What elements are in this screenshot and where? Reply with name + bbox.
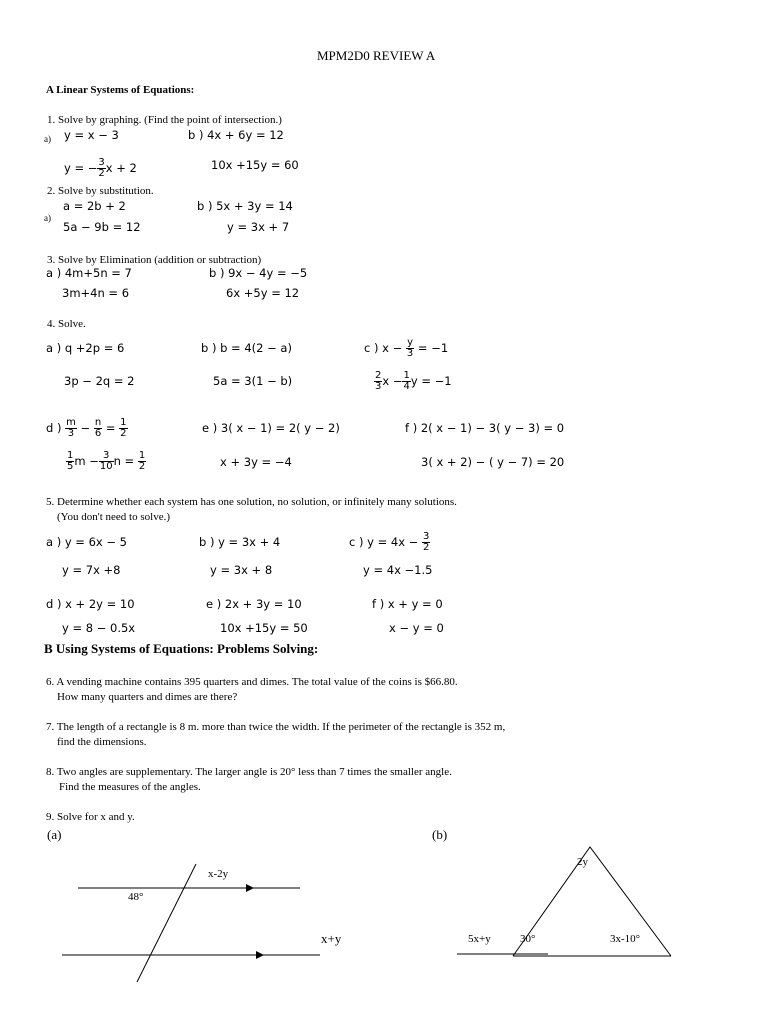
q4-prompt: 4. Solve. — [47, 318, 86, 330]
figure-b-diagram — [440, 835, 700, 975]
q4-a-eq1: a ) q +2p = 6 — [46, 341, 125, 355]
q7-line1: 7. The length of a rectangle is 8 m. more than twice the width. If the perimeter of the rectangle is 352 m, — [46, 721, 506, 733]
angle-label-2y: 2y — [577, 856, 588, 868]
q5-f-eq1: f ) x + y = 0 — [372, 597, 443, 611]
q2-b-eq1: b ) 5x + 3y = 14 — [197, 199, 293, 213]
q3-a-eq1: a ) 4m+5n = 7 — [46, 266, 132, 280]
q2-prompt: 2. Solve by substitution. — [47, 185, 154, 197]
q5-d-eq1: d ) x + 2y = 10 — [46, 597, 135, 611]
angle-label-30: 30° — [520, 933, 536, 945]
q5-e-eq2: 10x +15y = 50 — [220, 621, 308, 635]
q4-e-eq2: x + 3y = −4 — [220, 455, 292, 469]
q5-c-eq2: y = 4x −1.5 — [363, 563, 433, 577]
q1-a-eq2: y = − $\frac{3}{2}$ x + 2 — [64, 157, 137, 179]
q9-prompt: 9. Solve for x and y. — [46, 811, 135, 823]
arrow-top-icon — [246, 884, 254, 892]
angle-label-48: 48° — [128, 891, 144, 903]
q6-line1: 6. A vending machine contains 395 quarters and dimes. The total value of the coins is $66.80. — [46, 676, 458, 688]
q4-c-eq1: c ) x − $\frac{y}{3}$ = −1 — [364, 337, 449, 359]
q6-line2: How many quarters and dimes are there? — [57, 691, 238, 703]
q8-line2: Find the measures of the angles. — [59, 781, 201, 793]
q1-b-eq2: 10x +15y = 60 — [211, 158, 299, 172]
figure-b-label: (b) — [432, 827, 448, 842]
q5-e-eq1: e ) 2x + 3y = 10 — [206, 597, 302, 611]
q7-line2: find the dimensions. — [57, 736, 147, 748]
figure-a-diagram — [0, 850, 380, 990]
q4-d-eq2: $\frac{1}{5}$ m − $\frac{3}{10}$ n = $\frac{1}{2}$ — [67, 450, 146, 472]
q3-prompt: 3. Solve by Elimination (addition or subtraction) — [47, 254, 262, 266]
angle-label-5x-plus-y: 5x+y — [468, 933, 491, 945]
q5-d-eq2: y = 8 − 0.5x — [62, 621, 136, 635]
q4-b-eq2: 5a = 3(1 − b) — [213, 374, 293, 388]
q5-prompt-note: (You don't need to solve.) — [57, 511, 170, 523]
page-title: MPM2D0 REVIEW A — [317, 48, 436, 63]
q1-a-eq1: y = x − 3 — [64, 128, 119, 142]
q2-a-label: a) — [44, 213, 51, 223]
triangle — [513, 847, 671, 956]
q5-a-eq1: a ) y = 6x − 5 — [46, 535, 127, 549]
q1-b-eq1: b ) 4x + 6y = 12 — [188, 128, 284, 142]
q4-f-eq2: 3( x + 2) − ( y − 7) = 20 — [421, 455, 565, 469]
angle-label-3x-minus-10: 3x-10° — [610, 933, 641, 945]
q4-b-eq1: b ) b = 4(2 − a) — [201, 341, 292, 355]
q4-f-eq1: f ) 2( x − 1) − 3( y − 3) = 0 — [405, 421, 565, 435]
q3-a-eq2: 3m+4n = 6 — [62, 286, 130, 300]
figure-a-label: (a) — [47, 827, 62, 842]
q2-a-eq1: a = 2b + 2 — [63, 199, 126, 213]
q5-a-eq2: y = 7x +8 — [62, 563, 121, 577]
q5-c-eq1: c ) y = 4x − $\frac{3}{2}$ — [349, 531, 430, 553]
q5-b-eq1: b ) y = 3x + 4 — [199, 535, 281, 549]
q5-b-eq2: y = 3x + 8 — [210, 563, 273, 577]
angle-label-x-plus-y: x+y — [321, 931, 342, 946]
transversal-line — [137, 864, 196, 982]
q5-f-eq2: x − y = 0 — [389, 621, 444, 635]
q2-a-eq2: 5a − 9b = 12 — [63, 220, 141, 234]
q4-e-eq1: e ) 3( x − 1) = 2( y − 2) — [202, 421, 340, 435]
angle-label-x-minus-2y: x-2y — [208, 868, 229, 880]
q3-b-eq2: 6x +5y = 12 — [226, 286, 300, 300]
section-a-heading: A Linear Systems of Equations: — [46, 84, 195, 96]
section-b-heading: B Using Systems of Equations: Problems Solving: — [44, 641, 319, 656]
q4-d-eq1: d ) $\frac{m}{3}$ − $\frac{n}{6}$ = $\frac{1}{2}$ — [46, 417, 127, 439]
q5-prompt: 5. Determine whether each system has one solution, no solution, or infinitely many solutions. — [46, 496, 457, 508]
q1-a-label: a) — [44, 134, 51, 144]
q8-line1: 8. Two angles are supplementary. The larger angle is 20° less than 7 times the smaller angle. — [46, 766, 452, 778]
arrow-bottom-icon — [256, 951, 264, 959]
q4-c-eq2: $\frac{2}{3}$ x − $\frac{1}{4}$ y = −1 — [375, 370, 452, 392]
q4-a-eq2: 3p − 2q = 2 — [64, 374, 135, 388]
q1-prompt: 1. Solve by graphing. (Find the point of intersection.) — [47, 114, 282, 126]
q3-b-eq1: b ) 9x − 4y = −5 — [209, 266, 308, 280]
q2-b-eq2: y = 3x + 7 — [227, 220, 290, 234]
